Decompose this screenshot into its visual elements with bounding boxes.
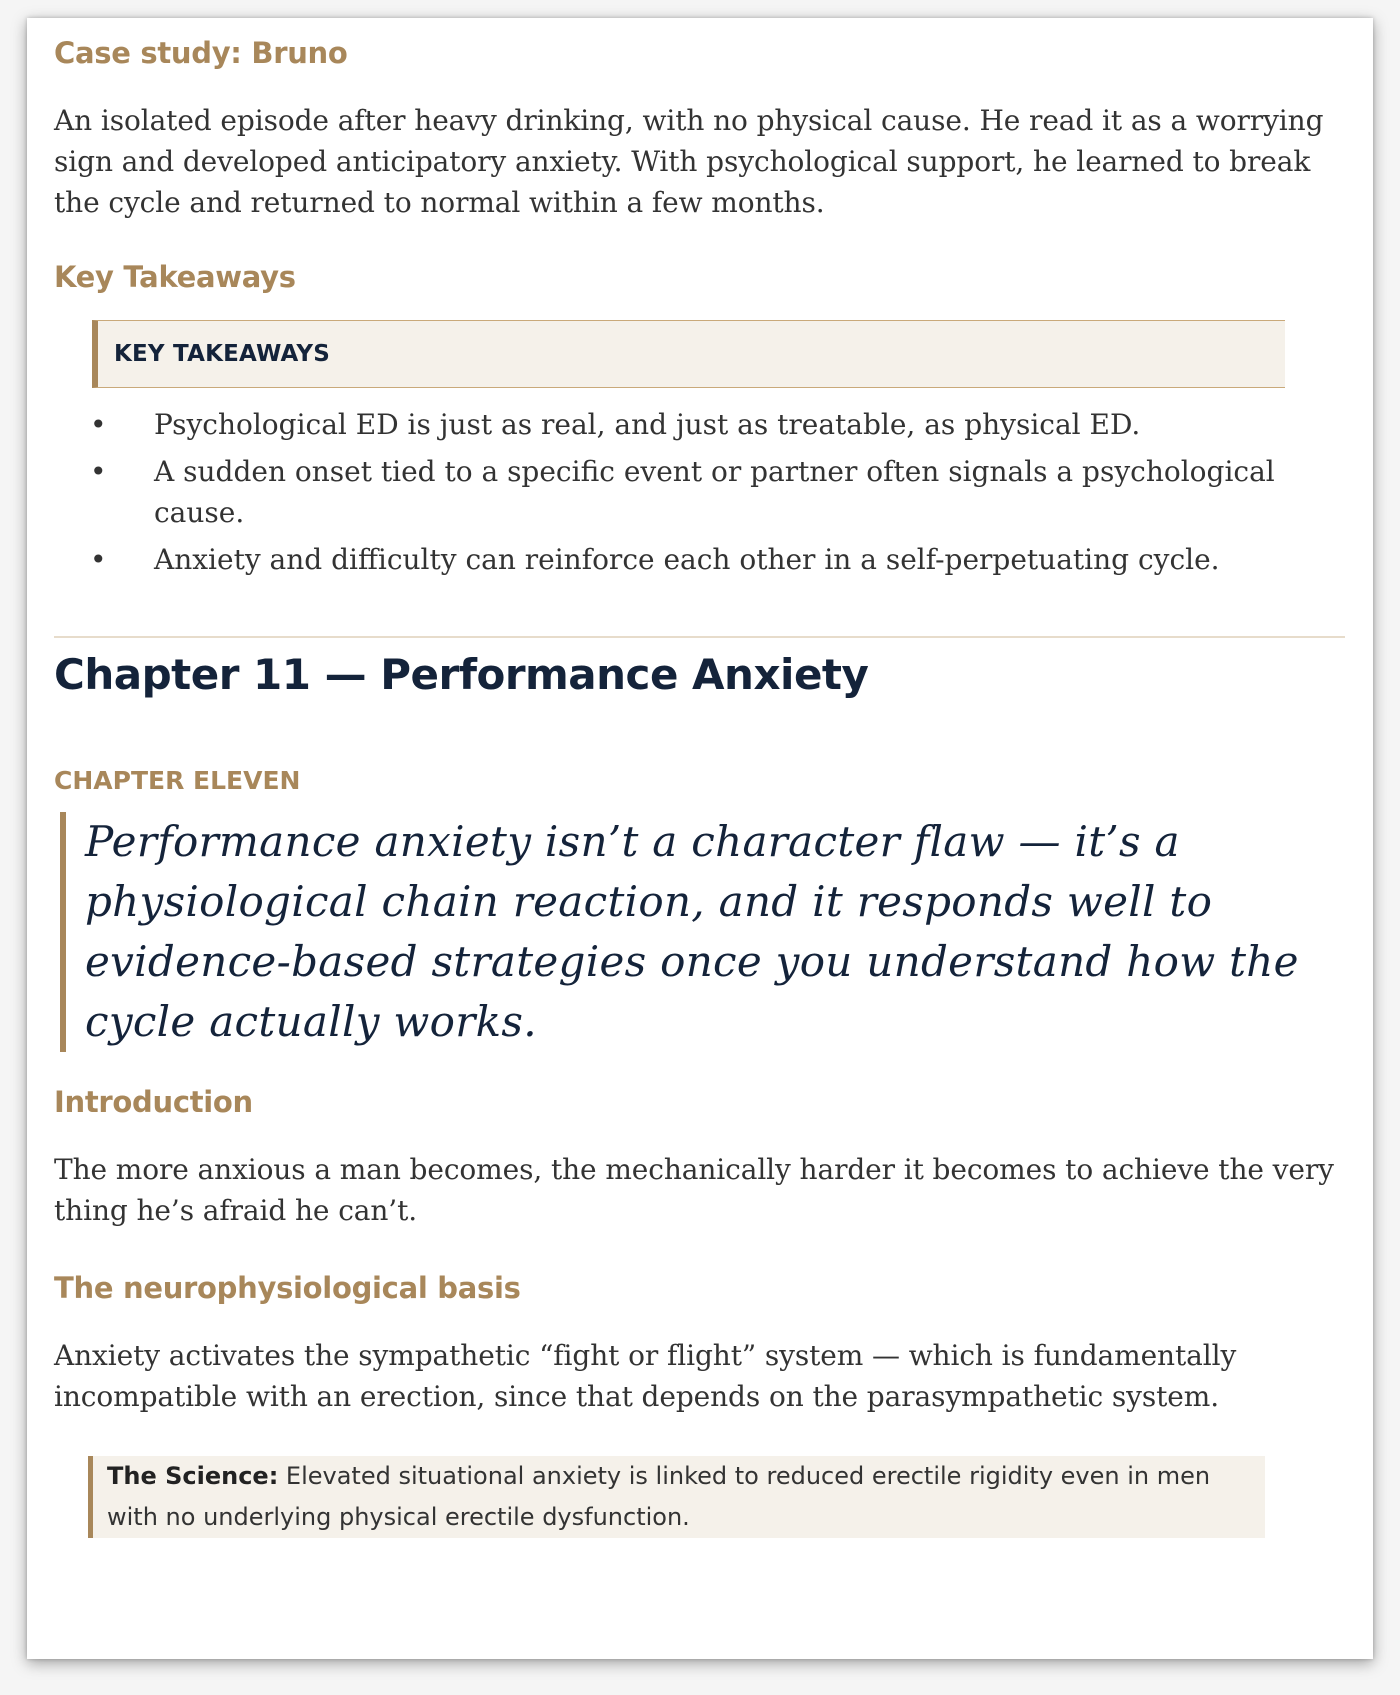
- document-page: [27, 18, 1373, 1659]
- takeaway-text: Anxiety and difficulty can reinforce each other in a self-perpetuating cycle.: [154, 543, 1220, 576]
- neuro-body: Anxiety activates the sympathetic “fight or flight” system — which is fundamentally incompatible with an erection, since that depends on the parasympathetic system.: [54, 1339, 1237, 1413]
- takeaway-item: [54, 451, 1345, 533]
- key-takeaways-heading: Key Takeaways: [54, 260, 296, 294]
- science-callout-box: [88, 1456, 1265, 1538]
- takeaway-item: [54, 404, 1345, 445]
- case-study-body: An isolated episode after heavy drinking, with no physical cause. He read it as a worrying sign and developed anticipatory anxiety. With psychological support, he learned to break the cycle and returned to normal within a few months.: [54, 104, 1324, 219]
- section-divider: [54, 636, 1345, 638]
- neuro-heading: The neurophysiological basis: [54, 1271, 521, 1305]
- key-takeaways-box: [54, 320, 1345, 388]
- chapter-eyebrow: CHAPTER ELEVEN: [54, 766, 301, 795]
- chapter-title: Chapter 11 — Performance Anxiety: [54, 650, 869, 699]
- key-takeaways-box-title: KEY TAKEAWAYS: [114, 341, 330, 367]
- science-callout: [54, 1456, 1345, 1538]
- chapter-pullquote: Performance anxiety isn’t a character flaw — it’s a physiological chain reaction, and it responds well to evidence-based strategies once you understand how the cycle actually works.: [60, 812, 1345, 1052]
- bullet-icon: •: [90, 455, 107, 488]
- key-takeaways-list: [54, 404, 1345, 586]
- key-takeaways-banner: [92, 320, 1285, 388]
- takeaway-item: [54, 539, 1345, 580]
- science-text: Elevated situational anxiety is linked to reduced erectile rigidity even in men with no underlying physical erectile dysfunction.: [107, 1462, 1211, 1531]
- bullet-icon: •: [90, 543, 107, 576]
- introduction-body: The more anxious a man becomes, the mechanically harder it becomes to achieve the very thing he’s afraid he can’t.: [54, 1153, 1334, 1227]
- case-study-heading: Case study: Bruno: [54, 36, 348, 70]
- takeaway-text: A sudden onset tied to a specific event or partner often signals a psychological cause.: [154, 455, 1275, 529]
- takeaway-text: Psychological ED is just as real, and just as treatable, as physical ED.: [154, 408, 1141, 441]
- introduction-heading: Introduction: [54, 1085, 253, 1119]
- science-label: The Science:: [107, 1462, 279, 1490]
- bullet-icon: •: [90, 408, 107, 441]
